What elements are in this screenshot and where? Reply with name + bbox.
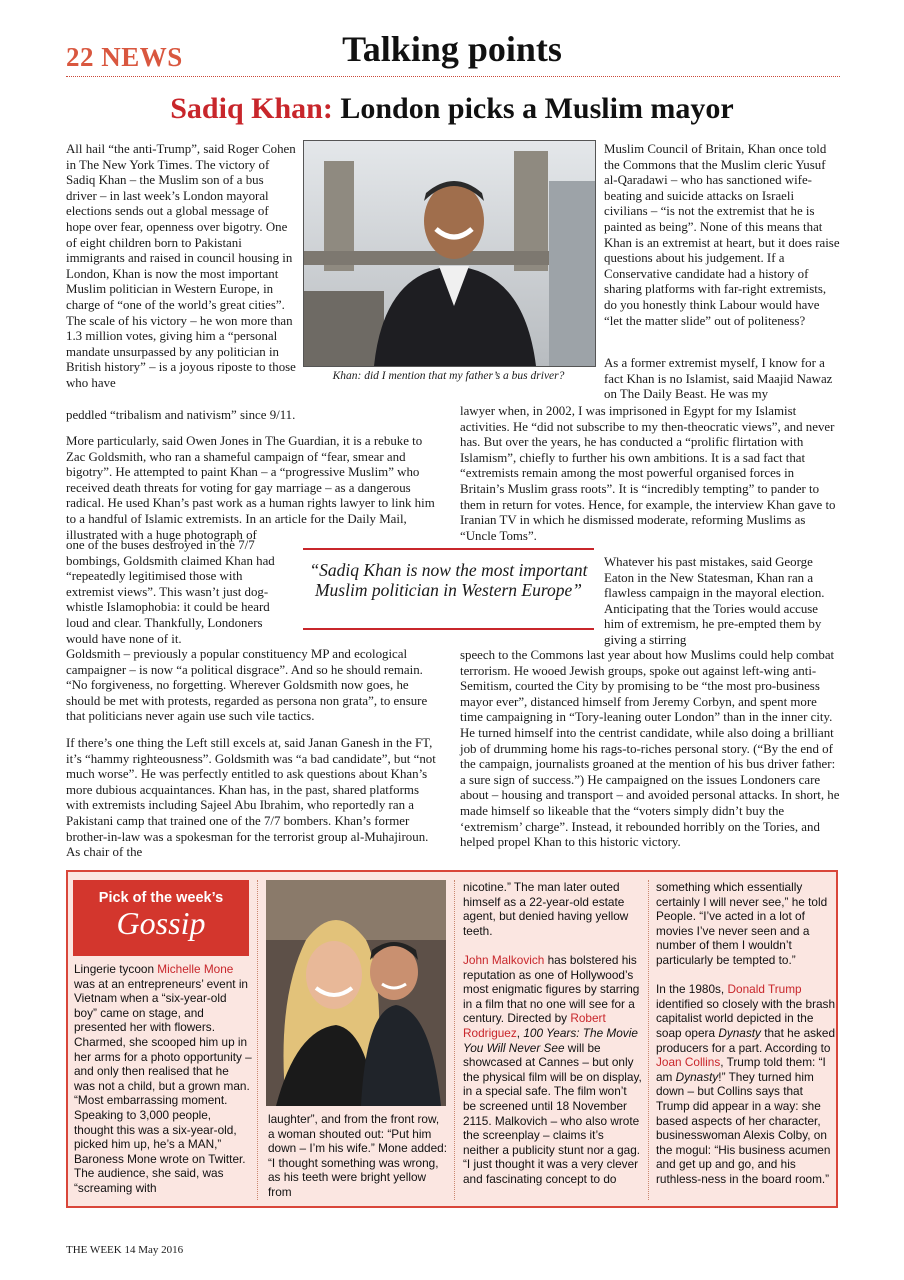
- gossip-text: has bolstered his reputation as one of Hollywood’s most enigmatic figures by starring in a film that no one will see for a century. Directed by: [463, 952, 640, 1026]
- gossip-text: identified so closely with the brash capitalist world depicted in the soap opera: [656, 996, 836, 1040]
- gossip-person-mone: Michelle Mone: [157, 962, 234, 976]
- article-right-para: lawyer when, in 2002, I was imprisoned in Egypt for my Islamist activities. He “did not subscribe to my then-theocratic views”, and never has. But over the years, he has conducted a “prolific flirtation with Islamism”, chiefly to further his own ambitions. It is a sad fact that “extremists remain among the most powerful organised forces in Britain’s Muslim grass roots”. It is “incredibly tempting” to pander to them in return for votes. Hence, for example, the interview Khan gave to Iranian TV in which he dismissed moderate, reforming Muslims as “Uncle Toms”.: [460, 404, 836, 543]
- gossip-text: In the 1980s,: [656, 982, 728, 997]
- gossip-photo: [266, 880, 446, 1106]
- article-col1-end: peddled “tribalism and nativism” since 9/11.: [66, 408, 296, 422]
- section-name: NEWS: [101, 42, 183, 72]
- gossip-pick-label: Pick of the week’s: [98, 890, 224, 906]
- gossip-col2: laughter”, and from the front row, a woman shouted out: “Put him down – I’m his wife.” Mone added: “I thought something was wrong, as his teeth were bright yellow from: [268, 1112, 448, 1199]
- gossip-text: was at an entrepreneurs’ event in Vietnam when a “six-year-old boy” came on stage, and presented her with flowers. Charmed, she scooped him up in her arms for a photo opportunity – and only then realised that he was not a child, but a grown man. “Most embarrassing moment. Speaking to 3,000 people, thought this was a six-year-old, picked him up, he’s a MAN,” Baroness Mone wrote on Twitter. The audience, she said, was “screaming with: [74, 976, 252, 1195]
- gossip-text: !” They turned him down – but Collins says that Trump did appear in a way: she based aspects of her character, businesswoman Alexis Colby, on the mogul: “His business acumen and get up and go, and his ruthless-ness in the board room.”: [656, 1069, 831, 1186]
- article-left-para2: More particularly, said Owen Jones in The Guardian, it is a rebuke to Zac Goldsmith, who ran a shameful campaign of “fear, smear and bigotry”. He attempted to paint Khan – a “progressive Muslim” who received death threats for voting for gay marriage – as a dangerous radical. He used Khan’s past work as a human rights lawyer to link him to a handful of Islamic extremists. In an article for the Daily Mail, illustrated with a huge photograph of: [66, 434, 435, 542]
- gossip-heading: [73, 880, 249, 956]
- gossip-col1: [74, 962, 252, 1196]
- gossip-text: ,: [516, 1025, 524, 1040]
- article-headline: [0, 92, 904, 126]
- article-left-cont: Goldsmith – previously a popular constituency MP and ecological campaigner – is now “a political disgrace”. And so he should remain. “No forgiveness, no forgetting. Wherever Goldsmith now goes, he should be met with protests, regarded as persona non grata”, to ensure that politicians never again use such vile tactics.: [66, 647, 428, 724]
- gossip-para-trump: [656, 982, 836, 1186]
- gossip-show-title: Dynasty: [718, 1025, 761, 1040]
- gossip-para-malkovich: [463, 953, 643, 1187]
- headline-rest: London picks a Muslim mayor: [332, 92, 734, 125]
- gossip-divider-1: [257, 880, 258, 1200]
- gossip-title: Gossip: [116, 905, 206, 941]
- article-left-para3: If there’s one thing the Left still excels at, said Janan Ganesh in the FT, it’s “hammy righteousness”. Goldsmith was “a bad candidate”, but “not much worse”. He was perfectly entitled to ask questions about Khan’s more dubious acquaintances. Khan has, in the past, shared platforms with extremists including Sajeel Abu Ibrahim, who reportedly ran a Pakistani camp that trained one of the 7/7 bombers. Khan’s former brother-in-law was a spokesman for the terrorist group al-Muhajiroun. As chair of the: [66, 736, 436, 860]
- gossip-divider-2: [454, 880, 455, 1200]
- gossip-text: will be showcased at Cannes – but only the physical film will be on display, in a special safe. The film won’t be screened until 18 November 2115. Malkovich – who also wrote the screenplay – claims it’s neither a publicity stunt nor a gag. “I just thought it was a very clever and fascinating concept to do: [463, 1040, 642, 1186]
- article-col1-top: All hail “the anti-Trump”, said Roger Cohen in The New York Times. The victory of Sadiq Khan – the Muslim son of a bus driver – in last week’s London mayoral elections sends out a global message of hope over fear, openness over bigotry. One of eight children born to Pakistani immigrants and raised in council housing in London, Khan is now the most important Muslim politician in Western Europe, in charge of “one of the world’s great cities”. The scale of his victory – he won more than 1.3 million votes, giving him a “personal mandate unsurpassed by any politician in British history” – is a joyous riposte to those who have: [66, 142, 296, 390]
- page-number: 22: [66, 42, 94, 72]
- gossip-person-malkovich: John Malkovich: [463, 952, 545, 967]
- headline-name: Sadiq Khan:: [170, 92, 333, 125]
- gossip-para-nicotine: nicotine.” The man later outed himself as a 22-year-old estate agent, but denied having yellow teeth.: [463, 880, 629, 938]
- header-divider: [66, 76, 840, 77]
- gossip-divider-3: [648, 880, 649, 1200]
- gossip-col3: [463, 880, 643, 1201]
- page-footer: THE WEEK 14 May 2016: [66, 1244, 184, 1256]
- gossip-person-rodriguez: Robert Rodriguez: [463, 1011, 606, 1040]
- gossip-person-trump: Donald Trump: [727, 982, 802, 997]
- gossip-text: Lingerie tycoon: [74, 962, 158, 976]
- photo-caption: Khan: did I mention that my father’s a bus driver?: [332, 370, 565, 382]
- pull-quote: “Sadiq Khan is now the most important Muslim politician in Western Europe”: [303, 548, 594, 630]
- article-left-narrow: one of the buses destroyed in the 7/7 bombings, Goldsmith claimed Khan had “repeatedly legitimised those with extremist views”. This wasn’t just dog-whistle Islamophobia: it could be heard loud and clear. Thankfully, Londoners would have none of it.: [66, 538, 275, 646]
- gossip-film-title: 100 Years: The Movie You Will Never See: [463, 1025, 638, 1055]
- article-right-narrow: Whatever his past mistakes, said George Eaton in the New Statesman, Khan ran a flawless campaign in the mayoral election. Anticipating that the Tories would accuse him of extremism, he pre-empted them by giving a stirring: [604, 555, 825, 647]
- gossip-col4: [656, 880, 836, 1201]
- mone-photo-illustration: [266, 880, 446, 1106]
- article-col3-top: Muslim Council of Britain, Khan once told the Commons that the Muslim cleric Yusuf al-Qaradawi – who has sanctioned wife-beating and suicide attacks on Israeli civilians – “is not the extremist that he is painted as being”. None of this means that Khan is an extremist at heart, but it does raise questions about his judgement. If a Conservative candidate had a history of sharing platforms with far-right extremists, do you honestly think Labour would have “let the matter slide” out of politeness?: [604, 142, 840, 328]
- gossip-text: , Trump told them: “I am: [656, 1055, 826, 1084]
- khan-photo-illustration: [304, 141, 595, 366]
- gossip-person-collins: Joan Collins: [656, 1055, 721, 1070]
- gossip-text: that he asked producers for a part. According to: [656, 1025, 836, 1055]
- article-nawaz-start: As a former extremist myself, I know for a fact Khan is no Islamist, said Maajid Nawaz on The Daily Beast. He was my: [604, 356, 833, 402]
- gossip-para-people: something which essentially certainly I will never see,” he told People. “I’ve acted in a lot of movies I’ve never seen and a number of them I wouldn’t particularly be tempted to.”: [656, 880, 828, 967]
- gossip-show-title: Dynasty: [675, 1069, 719, 1084]
- article-right-cont: speech to the Commons last year about how Muslims could help combat terrorism. He wooed Jewish groups, spoke out against left-wing anti-Semitism, courted the City by promising to be “the most pro-business mayor ever”, distanced himself from Jeremy Corbyn, and spent more time campaigning in “Tory-leaning outer London” than in the inner city. He turned himself into the centrist candidate, while also doing a brilliant job of drumming home his rags-to-riches personal story. (“By the end of the campaign, journalists groaned at the mention of his bus driver father: a sure sign of success.”) He campaigned on the issues Londoners care about – housing and transport – and avoided personal attacks. In short, he made himself so likeable that the “voters simply didn’t buy the ‘extremism’ charge”. Instead, it rebounded horribly on the Tories, and helped propel Khan to this historic victory.: [460, 648, 840, 850]
- page-title: Talking points: [342, 29, 562, 69]
- article-photo: [303, 140, 596, 367]
